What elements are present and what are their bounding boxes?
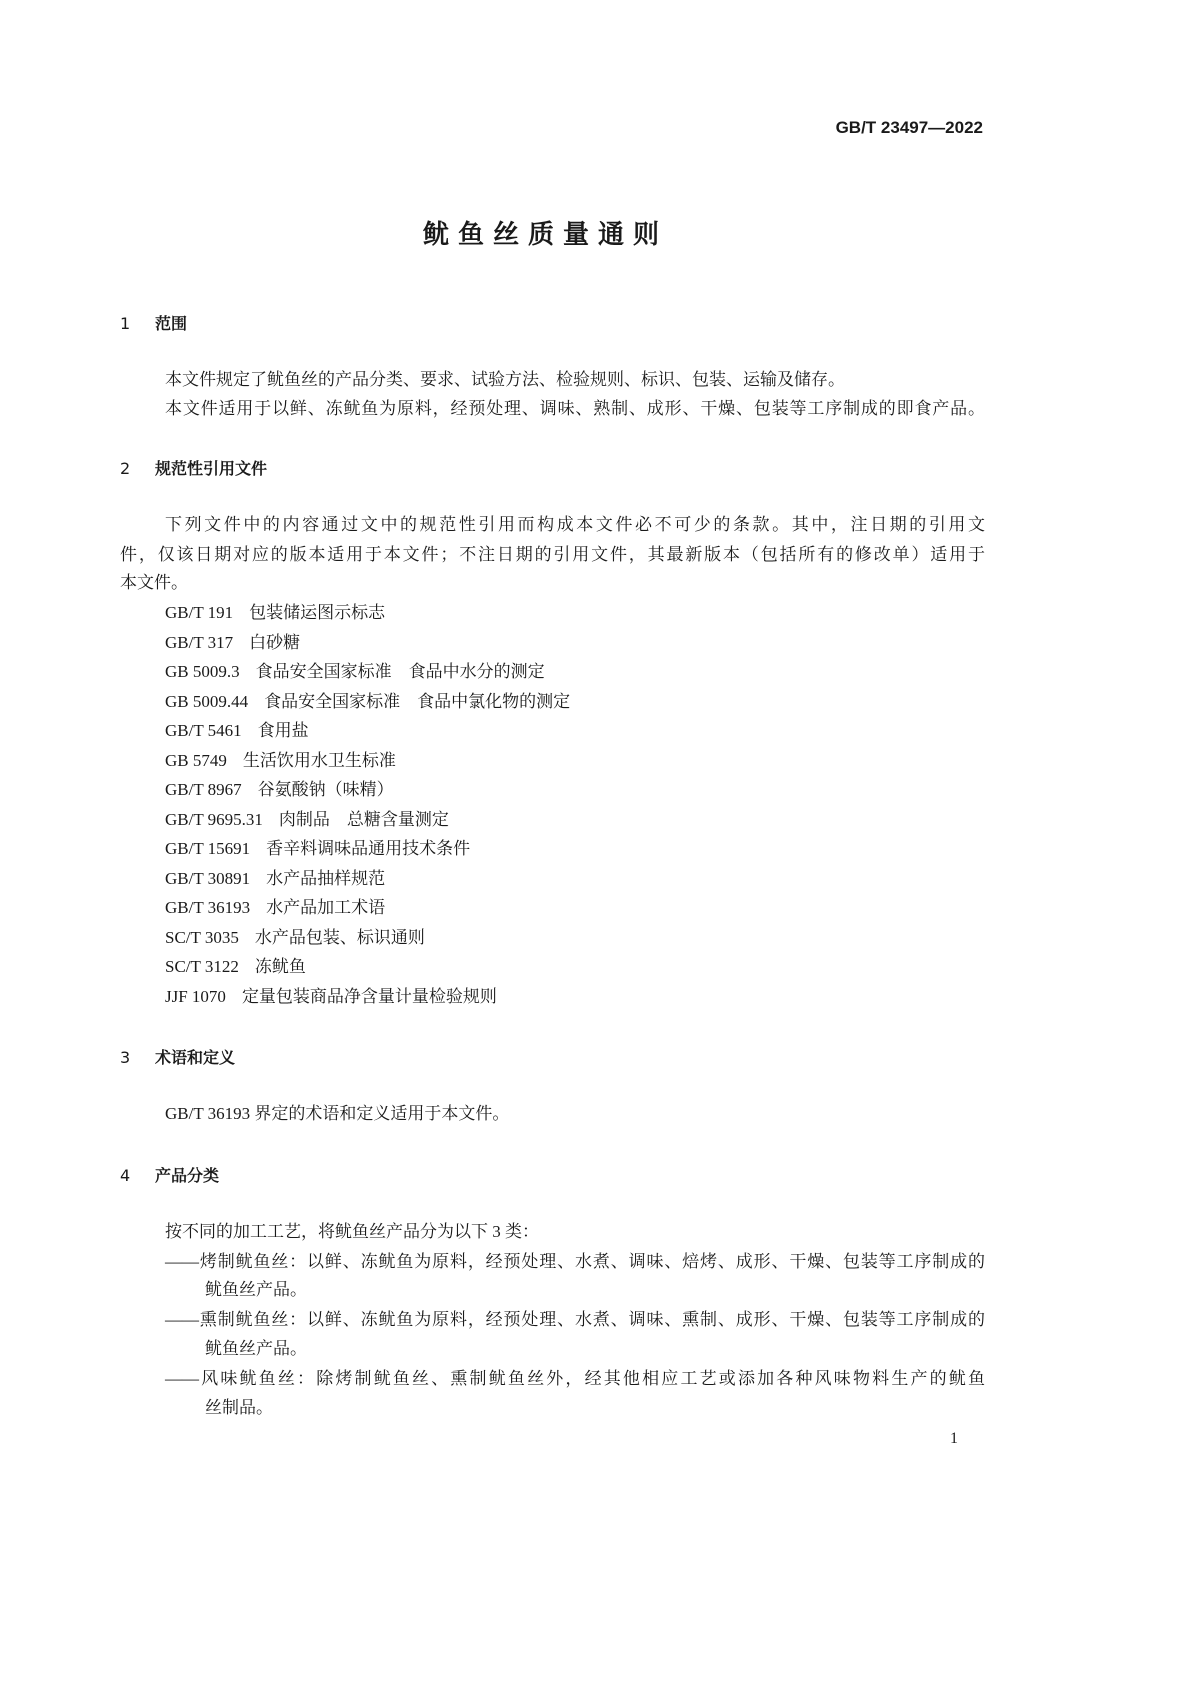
reference-code: GB 5009.3 <box>165 662 240 681</box>
list-item-line: ——烤制鱿鱼丝：以鲜、冻鱿鱼为原料，经预处理、水煮、调味、焙烤、成形、干燥、包装等工序制成的 <box>165 1252 985 1271</box>
section-3-heading <box>120 1045 235 1068</box>
paragraph-line: 本文件规定了鱿鱼丝的产品分类、要求、试验方法、检验规则、标识、包装、运输及储存。 <box>165 370 845 389</box>
section-title: 术语和定义 <box>155 1048 236 1067</box>
list-item-line: ——熏制鱿鱼丝：以鲜、冻鱿鱼为原料，经预处理、水煮、调味、熏制、成形、干燥、包装等工序制成的 <box>165 1310 985 1329</box>
reference-code: SC/T 3122 <box>165 957 239 976</box>
reference-title: 香辛料调味品通用技术条件 <box>266 839 471 858</box>
section-number: 4 <box>120 1166 131 1185</box>
paragraph-line: 下列文件中的内容通过文中的规范性引用而构成本文件必不可少的条款。其中，注日期的引用文 <box>165 515 985 534</box>
page-number: 1 <box>950 1430 958 1447</box>
reference-title: 定量包装商品净含量计量检验规则 <box>241 986 497 1006</box>
reference-title: 包装储运图示标志 <box>249 603 386 622</box>
reference-code: GB 5749 <box>165 750 227 770</box>
reference-code: GB 5009.44 <box>165 691 249 711</box>
reference-code: JJF 1070 <box>165 986 226 1006</box>
paragraph-line: 本文件适用于以鲜、冻鱿鱼为原料，经预处理、调味、熟制、成形、干燥、包装等工序制成的即食产品。 <box>165 399 985 418</box>
paragraph-line: 本文件。 <box>120 573 188 592</box>
list-item-line: 鱿鱼丝产品。 <box>205 1339 307 1358</box>
reference-item <box>165 810 985 830</box>
reference-title: 冻鱿鱼 <box>254 957 306 976</box>
paragraph-line: 件，仅该日期对应的版本适用于本文件；不注日期的引用文件，其最新版本（包括所有的修改单）适用于 <box>120 545 985 564</box>
paragraph-line: 按不同的加工工艺，将鱿鱼丝产品分为以下 3 类： <box>165 1222 539 1241</box>
section-number: 2 <box>120 459 131 478</box>
section-title: 规范性引用文件 <box>155 459 268 478</box>
section-title: 产品分类 <box>155 1166 220 1185</box>
reference-title: 食用盐 <box>257 721 309 740</box>
reference-item <box>165 662 985 682</box>
reference-code: GB/T 5461 <box>165 721 242 740</box>
standard-number: GB/T 23497—2022 <box>835 118 983 137</box>
list-item-line: 丝制品。 <box>205 1398 273 1417</box>
section-2-heading <box>120 456 267 479</box>
list-item-line: 鱿鱼丝产品。 <box>205 1280 307 1299</box>
reference-item <box>165 987 985 1007</box>
section-title: 范围 <box>155 314 188 333</box>
document-title: 鱿鱼丝质量通则 <box>422 220 668 250</box>
reference-code: GB/T 317 <box>165 632 234 652</box>
reference-item <box>165 692 985 712</box>
reference-item <box>165 603 985 623</box>
reference-title: 水产品抽样规范 <box>266 868 386 888</box>
paragraph-line: GB/T 36193 界定的术语和定义适用于本文件。 <box>165 1104 510 1123</box>
section-number: 1 <box>120 314 131 333</box>
reference-title: 肉制品 总糖含量测定 <box>278 809 449 829</box>
reference-title: 食品安全国家标准 食品中氯化物的测定 <box>264 691 571 711</box>
reference-item <box>165 633 985 653</box>
reference-item <box>165 957 985 977</box>
section-number: 3 <box>120 1048 131 1067</box>
reference-code: GB/T 9695.31 <box>165 809 263 829</box>
reference-code: GB/T 30891 <box>165 868 251 888</box>
section-4-heading <box>120 1163 219 1186</box>
reference-title: 生活饮用水卫生标准 <box>242 750 396 770</box>
reference-code: GB/T 15691 <box>165 839 251 858</box>
reference-code: GB/T 8967 <box>165 780 242 799</box>
reference-item <box>165 751 985 771</box>
reference-item <box>165 721 985 741</box>
reference-title: 食品安全国家标准 食品中水分的测定 <box>255 662 545 681</box>
reference-item <box>165 839 985 859</box>
reference-item <box>165 928 985 948</box>
reference-title: 水产品包装、标识通则 <box>254 927 425 947</box>
reference-item <box>165 898 985 918</box>
reference-code: GB/T 191 <box>165 603 234 622</box>
reference-title: 谷氨酸钠（味精） <box>257 780 394 799</box>
list-item-line: ——风味鱿鱼丝：除烤制鱿鱼丝、熏制鱿鱼丝外，经其他相应工艺或添加各种风味物料生产的鱿鱼 <box>165 1369 985 1388</box>
reference-code: GB/T 36193 <box>165 898 251 917</box>
reference-item <box>165 780 985 800</box>
section-1-heading <box>120 311 187 334</box>
reference-item <box>165 869 985 889</box>
reference-title: 水产品加工术语 <box>266 898 386 917</box>
reference-code: SC/T 3035 <box>165 927 239 947</box>
reference-title: 白砂糖 <box>249 632 301 652</box>
